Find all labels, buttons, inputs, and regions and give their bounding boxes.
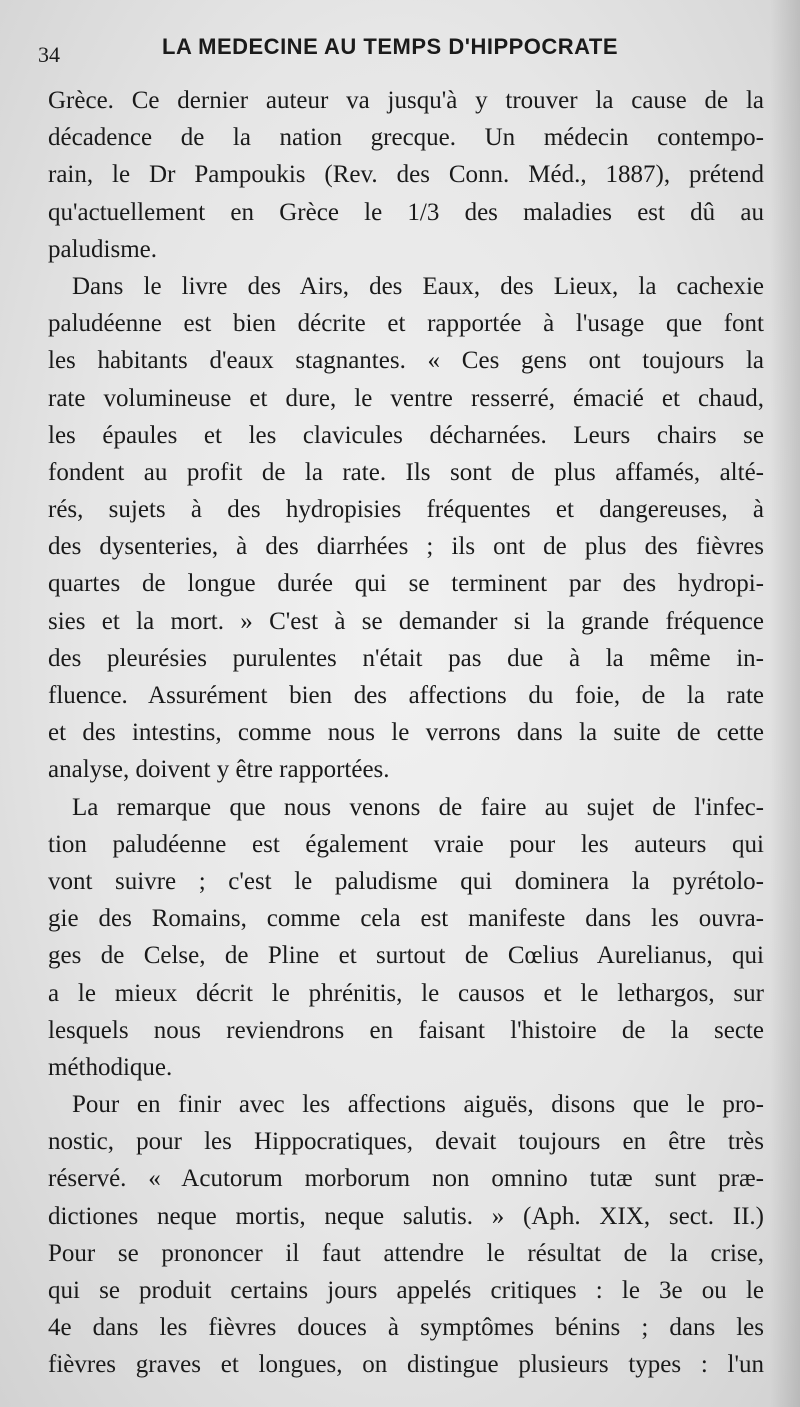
text-line: les habitants d'eaux stagnantes. « Ces gens ont toujours la <box>48 347 764 375</box>
text-line: Grèce. Ce dernier auteur va jusqu'à y trouver la cause de la <box>48 87 764 114</box>
text-line: Dans le livre des Airs, des Eaux, des Lieux, la cachexie <box>72 272 764 300</box>
text-line: quartes de longue durée qui se terminent par des hydropi- <box>48 570 764 598</box>
text-line: méthodique. <box>48 1053 173 1081</box>
page-header <box>38 32 758 68</box>
text-line: tion paludéenne est également vraie pour les auteurs qui <box>48 830 764 858</box>
text-line: ges de Celse, de Pline et surtout de Cœlius Aurelianus, qui <box>48 942 764 970</box>
text-line: fondent au profit de la rate. Ils sont de plus affamés, alté- <box>48 458 764 486</box>
text-line: Pour se prononcer il faut attendre le résultat de la crise, <box>48 1239 764 1267</box>
text-line: analyse, doivent y être rapportées. <box>48 756 390 784</box>
text-line: Pour en finir avec les affections aiguës, disons que le pro- <box>72 1091 764 1119</box>
page-edge-shadow <box>770 0 800 1407</box>
text-line: fièvres graves et longues, on distingue plusieurs types : l'un <box>48 1351 764 1379</box>
text-line: qui se produit certains jours appelés critiques : le 3e ou le <box>48 1277 764 1304</box>
text-line: a le mieux décrit le phrénitis, le causos et le lethargos, sur <box>48 979 764 1007</box>
text-line: vont suivre ; c'est le paludisme qui dominera la pyrétolo- <box>48 867 764 895</box>
text-line: réservé. « Acutorum morborum non omnino tutæ sunt præ- <box>48 1165 764 1193</box>
text-line: des pleurésies purulentes n'était pas due à la même in- <box>48 644 764 672</box>
text-line: nostic, pour les Hippocratiques, devait toujours en être très <box>48 1128 764 1156</box>
text-line: fluence. Assurément bien des affections du foie, de la rate <box>48 682 764 709</box>
text-line: sies et la mort. » C'est à se demander si la grande fréquence <box>48 607 764 635</box>
text-line: qu'actuellement en Grèce le 1/3 des maladies est dû au <box>48 198 764 226</box>
text-line: décadence de la nation grecque. Un médecin contempo- <box>48 124 764 152</box>
text-line: rain, le Dr Pampoukis (Rev. des Conn. Méd., 1887), prétend <box>48 161 764 189</box>
text-line: paludéenne est bien décrite et rapportée à l'usage que font <box>48 310 764 338</box>
text-line: dictiones neque mortis, neque salutis. » (Aph. XIX, sect. II.) <box>48 1202 764 1230</box>
text-line: des dysenteries, à des diarrhées ; ils ont de plus des fièvres <box>48 533 764 561</box>
text-line: rate volumineuse et dure, le ventre resserré, émacié et chaud, <box>48 384 764 412</box>
text-line: rés, sujets à des hydropisies fréquentes et dangereuses, à <box>48 496 764 524</box>
text-line: et des intestins, comme nous le verrons dans la suite de cette <box>48 719 764 747</box>
text-line: La remarque que nous venons de faire au sujet de l'infec- <box>72 793 764 821</box>
page-number: 34 <box>38 42 60 67</box>
text-line: les épaules et les clavicules décharnées. Leurs chairs se <box>48 421 764 449</box>
text-line: lesquels nous reviendrons en faisant l'histoire de la secte <box>48 1016 764 1044</box>
text-line: 4e dans les fièvres douces à symptômes bénins ; dans les <box>48 1314 764 1342</box>
body-text <box>48 82 764 1384</box>
running-title: LA MEDECINE AU TEMPS D'HIPPOCRATE <box>162 34 619 59</box>
text-line: paludisme. <box>48 235 158 263</box>
text-line: gie des Romains, comme cela est manifeste dans les ouvra- <box>48 905 764 933</box>
